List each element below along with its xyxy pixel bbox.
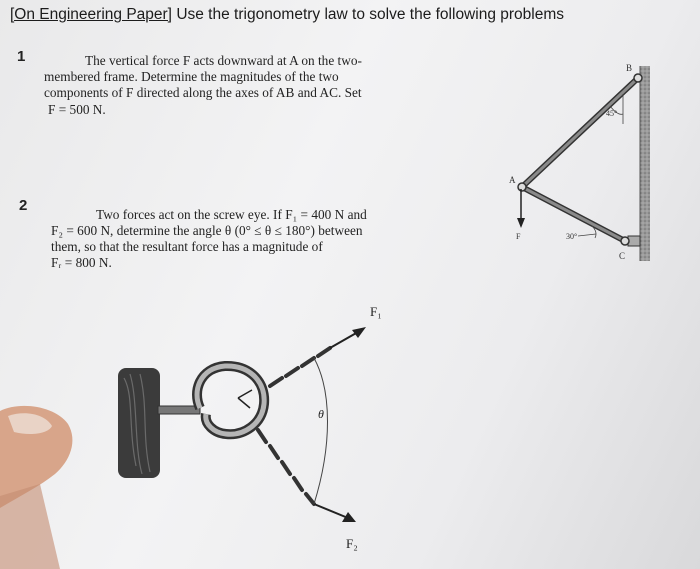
problem-1-line-2: membered frame. Determine the magnitudes of the two (44, 69, 339, 84)
problem-2-line-3: them, so that the resultant force has a magnitude of (51, 239, 323, 254)
problem-2-number: 2 (19, 197, 28, 214)
problem-1-line-1: The vertical force F acts downward at A on the two- (85, 53, 362, 68)
screw-eye-figure (0, 296, 420, 569)
frame-figure (500, 56, 680, 266)
label-angle-45: 45° (606, 109, 618, 118)
label-angle-30: 30° (566, 232, 578, 241)
label-f1: F₁ (370, 304, 382, 319)
header-tag: [On Engineering Paper] (10, 6, 172, 23)
force-f2-arrow (314, 504, 348, 518)
label-c: C (619, 251, 626, 261)
chain-f1 (270, 348, 330, 386)
header-instruction: Use the trigonometry law to solve the following problems (176, 6, 564, 23)
label-b: B (626, 63, 633, 73)
problem-2-line-4: Fᵣ = 800 N. (51, 255, 112, 270)
pin-a (518, 183, 526, 191)
label-f: F (516, 232, 521, 241)
label-f2: F₂ (346, 536, 358, 551)
wall (640, 66, 650, 261)
label-a: A (509, 175, 516, 185)
page-header (10, 6, 564, 24)
problem-2-line-1: Two forces act on the screw eye. If F₁ = 400 N and (96, 207, 367, 222)
theta-arc (314, 358, 328, 504)
pin-b (634, 74, 642, 82)
problem-1-line-4: F = 500 N. (48, 102, 106, 117)
problem-1-number: 1 (17, 48, 26, 65)
chain-f2 (258, 430, 314, 504)
problem-1-line-3: components of F directed along the axes of AB and AC. Set (44, 85, 362, 100)
force-f1-arrow (330, 332, 358, 348)
problem-2-line-2: F₂ = 600 N, determine the angle θ (0° ≤ θ ≤ 180°) between (51, 223, 363, 238)
pin-c (621, 237, 629, 245)
label-theta: θ (318, 407, 324, 421)
